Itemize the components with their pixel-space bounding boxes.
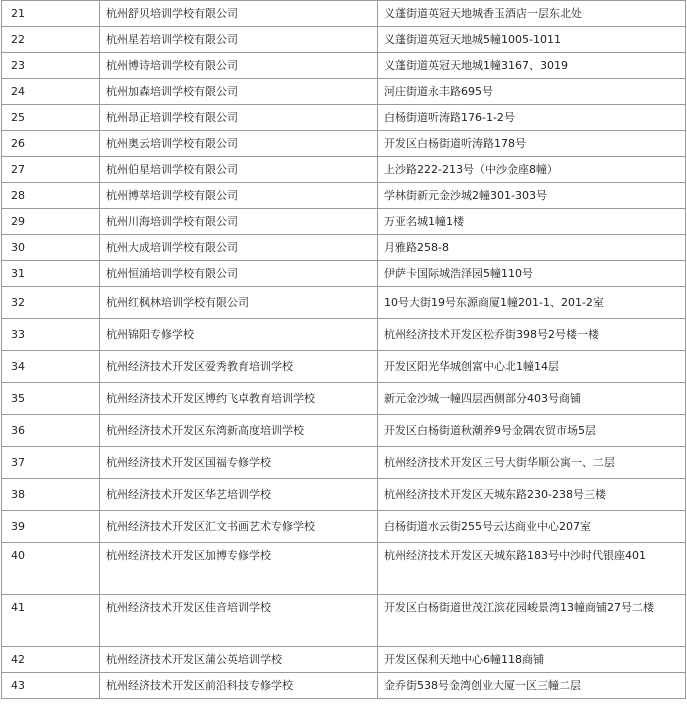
school-name: 杭州经济技术开发区博约飞卓教育培训学校 [100,383,378,415]
school-name: 杭州博诗培训学校有限公司 [100,53,378,79]
row-number: 35 [2,383,100,415]
school-address: 金乔街538号金湾创业大厦一区三幢二层 [378,673,686,699]
row-number: 29 [2,209,100,235]
row-number: 36 [2,415,100,447]
row-number: 40 [2,543,100,595]
table-row [2,209,686,235]
school-name: 杭州红枫林培训学校有限公司 [100,287,378,319]
school-name: 杭州经济技术开发区加博专修学校 [100,543,378,595]
school-address: 杭州经济技术开发区三号大街华顺公寓一、二层 [378,447,686,479]
school-address: 义蓬街道英冠天地城1幢3167、3019 [378,53,686,79]
school-name: 杭州经济技术开发区爱秀教育培训学校 [100,351,378,383]
school-name: 杭州博萃培训学校有限公司 [100,183,378,209]
row-number: 25 [2,105,100,131]
school-address: 杭州经济技术开发区松乔街398号2号楼一楼 [378,319,686,351]
table-row [2,415,686,447]
table-row [2,287,686,319]
table-row [2,27,686,53]
school-address: 新元金沙城一幢四层西侧部分403号商铺 [378,383,686,415]
table-row [2,131,686,157]
school-address: 伊萨卡国际城浩泽园5幢110号 [378,261,686,287]
school-name: 杭州舒贝培训学校有限公司 [100,1,378,27]
row-number: 33 [2,319,100,351]
row-number: 26 [2,131,100,157]
row-number: 37 [2,447,100,479]
row-number: 22 [2,27,100,53]
table-row [2,319,686,351]
school-address: 义蓬街道英冠天地城香玉酒店一层东北处 [378,1,686,27]
table-row [2,351,686,383]
school-address: 白杨街道听涛路176-1-2号 [378,105,686,131]
table-row [2,79,686,105]
school-address: 万亚名城1幢1楼 [378,209,686,235]
school-name: 杭州经济技术开发区前沿科技专修学校 [100,673,378,699]
school-name: 杭州川海培训学校有限公司 [100,209,378,235]
table-row [2,105,686,131]
row-number: 31 [2,261,100,287]
table-row [2,479,686,511]
school-address: 开发区保利天地中心6幢118商铺 [378,647,686,673]
row-number: 41 [2,595,100,647]
school-name: 杭州伯星培训学校有限公司 [100,157,378,183]
school-name: 杭州大成培训学校有限公司 [100,235,378,261]
row-number: 30 [2,235,100,261]
table-row [2,673,686,699]
school-address: 开发区白杨街道世茂江滨花园峻景湾13幢商铺27号二楼 [378,595,686,647]
school-address: 河庄街道永丰路695号 [378,79,686,105]
school-address: 月雅路258-8 [378,235,686,261]
school-address: 学林街新元金沙城2幢301-303号 [378,183,686,209]
school-name: 杭州昂正培训学校有限公司 [100,105,378,131]
school-name: 杭州经济技术开发区东湾新高度培训学校 [100,415,378,447]
row-number: 42 [2,647,100,673]
table-row [2,53,686,79]
table-row [2,511,686,543]
row-number: 27 [2,157,100,183]
table-row [2,261,686,287]
school-address: 上沙路222-213号（中沙金座8幢） [378,157,686,183]
row-number: 24 [2,79,100,105]
school-address: 开发区白杨街道听涛路178号 [378,131,686,157]
row-number: 21 [2,1,100,27]
table-row [2,235,686,261]
school-address: 杭州经济技术开发区天城东路230-238号三楼 [378,479,686,511]
table-row [2,183,686,209]
row-number: 38 [2,479,100,511]
school-name: 杭州星若培训学校有限公司 [100,27,378,53]
school-name: 杭州经济技术开发区佳音培训学校 [100,595,378,647]
table-row [2,647,686,673]
school-address: 10号大街19号东源商厦1幢201-1、201-2室 [378,287,686,319]
table-row [2,1,686,27]
school-name: 杭州奥云培训学校有限公司 [100,131,378,157]
row-number: 34 [2,351,100,383]
school-address: 开发区白杨街道秋潮养9号金隅农贸市场5层 [378,415,686,447]
row-number: 32 [2,287,100,319]
row-number: 43 [2,673,100,699]
row-number: 39 [2,511,100,543]
school-name: 杭州经济技术开发区国福专修学校 [100,447,378,479]
row-number: 28 [2,183,100,209]
row-number: 23 [2,53,100,79]
school-name: 杭州经济技术开发区蒲公英培训学校 [100,647,378,673]
table-row [2,383,686,415]
school-address: 白杨街道水云街255号云达商业中心207室 [378,511,686,543]
table-row [2,595,686,647]
school-name: 杭州加森培训学校有限公司 [100,79,378,105]
school-name: 杭州经济技术开发区汇文书画艺术专修学校 [100,511,378,543]
school-name: 杭州锦阳专修学校 [100,319,378,351]
table-row [2,543,686,595]
school-address: 杭州经济技术开发区天城东路183号中沙时代银座401 [378,543,686,595]
school-address: 义蓬街道英冠天地城5幢1005-1011 [378,27,686,53]
school-name: 杭州经济技术开发区华艺培训学校 [100,479,378,511]
table-row [2,157,686,183]
school-name: 杭州恒涌培训学校有限公司 [100,261,378,287]
school-address: 开发区阳光华城创富中心北1幢14层 [378,351,686,383]
school-table [1,0,686,699]
table-row [2,447,686,479]
